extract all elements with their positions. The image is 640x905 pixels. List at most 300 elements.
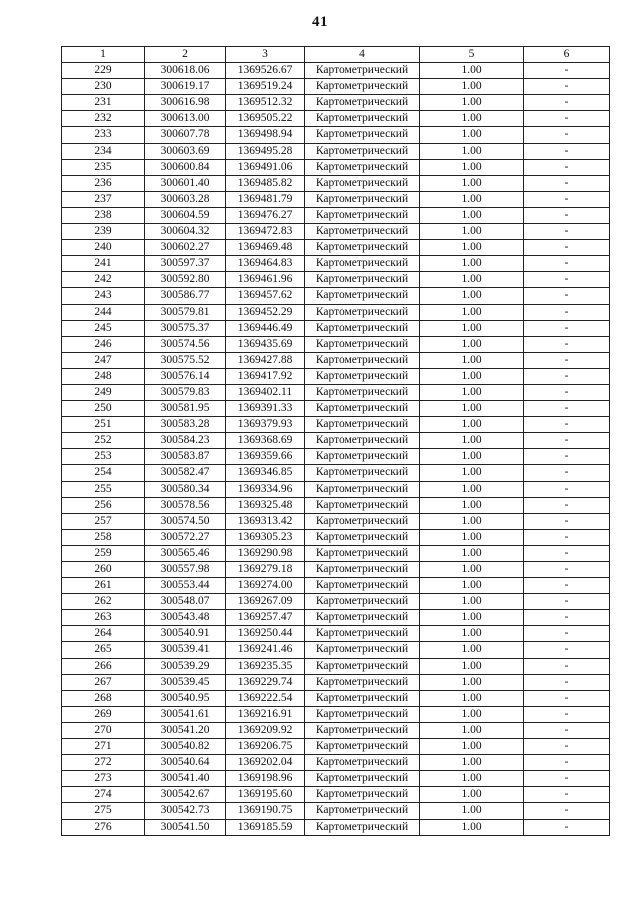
accuracy-cell: 1.00 bbox=[420, 803, 524, 819]
x-coordinate-cell: 300539.41 bbox=[145, 642, 226, 658]
table-row bbox=[62, 497, 610, 513]
accuracy-cell: 1.00 bbox=[420, 658, 524, 674]
point-number-cell: 269 bbox=[62, 706, 145, 722]
y-coordinate-cell: 1369229.74 bbox=[226, 674, 305, 690]
y-coordinate-cell: 1369279.18 bbox=[226, 562, 305, 578]
point-number-cell: 236 bbox=[62, 175, 145, 191]
x-coordinate-cell: 300579.81 bbox=[145, 304, 226, 320]
point-number-cell: 257 bbox=[62, 513, 145, 529]
point-number-cell: 263 bbox=[62, 610, 145, 626]
method-cell: Картометрический bbox=[305, 706, 420, 722]
x-coordinate-cell: 300616.98 bbox=[145, 95, 226, 111]
x-coordinate-cell: 300575.52 bbox=[145, 352, 226, 368]
accuracy-cell: 1.00 bbox=[420, 771, 524, 787]
method-cell: Картометрический bbox=[305, 658, 420, 674]
y-coordinate-cell: 1369190.75 bbox=[226, 803, 305, 819]
y-coordinate-cell: 1369274.00 bbox=[226, 578, 305, 594]
method-cell: Картометрический bbox=[305, 272, 420, 288]
x-coordinate-cell: 300539.45 bbox=[145, 674, 226, 690]
table-row bbox=[62, 288, 610, 304]
description-cell: - bbox=[524, 755, 610, 771]
method-cell: Картометрический bbox=[305, 626, 420, 642]
accuracy-cell: 1.00 bbox=[420, 384, 524, 400]
description-cell: - bbox=[524, 706, 610, 722]
y-coordinate-cell: 1369346.85 bbox=[226, 465, 305, 481]
x-coordinate-cell: 300541.61 bbox=[145, 706, 226, 722]
y-coordinate-cell: 1369195.60 bbox=[226, 787, 305, 803]
point-number-cell: 276 bbox=[62, 819, 145, 835]
method-cell: Картометрический bbox=[305, 642, 420, 658]
description-cell: - bbox=[524, 127, 610, 143]
accuracy-cell: 1.00 bbox=[420, 529, 524, 545]
point-number-cell: 252 bbox=[62, 433, 145, 449]
table-row bbox=[62, 272, 610, 288]
x-coordinate-cell: 300603.28 bbox=[145, 191, 226, 207]
point-number-cell: 233 bbox=[62, 127, 145, 143]
accuracy-cell: 1.00 bbox=[420, 755, 524, 771]
accuracy-cell: 1.00 bbox=[420, 674, 524, 690]
y-coordinate-cell: 1369491.06 bbox=[226, 159, 305, 175]
method-cell: Картометрический bbox=[305, 545, 420, 561]
point-number-cell: 271 bbox=[62, 739, 145, 755]
description-cell: - bbox=[524, 63, 610, 79]
table-row bbox=[62, 95, 610, 111]
column-header-3: 3 bbox=[226, 47, 305, 63]
accuracy-cell: 1.00 bbox=[420, 497, 524, 513]
description-cell: - bbox=[524, 95, 610, 111]
table-row bbox=[62, 417, 610, 433]
description-cell: - bbox=[524, 722, 610, 738]
column-header-6: 6 bbox=[524, 47, 610, 63]
description-cell: - bbox=[524, 658, 610, 674]
method-cell: Картометрический bbox=[305, 240, 420, 256]
method-cell: Картометрический bbox=[305, 336, 420, 352]
table-row bbox=[62, 63, 610, 79]
point-number-cell: 240 bbox=[62, 240, 145, 256]
description-cell: - bbox=[524, 739, 610, 755]
table-row bbox=[62, 819, 610, 835]
point-number-cell: 254 bbox=[62, 465, 145, 481]
y-coordinate-cell: 1369313.42 bbox=[226, 513, 305, 529]
point-number-cell: 273 bbox=[62, 771, 145, 787]
accuracy-cell: 1.00 bbox=[420, 79, 524, 95]
method-cell: Картометрический bbox=[305, 529, 420, 545]
table-row bbox=[62, 690, 610, 706]
point-number-cell: 235 bbox=[62, 159, 145, 175]
table-header-row bbox=[62, 47, 610, 63]
y-coordinate-cell: 1369498.94 bbox=[226, 127, 305, 143]
y-coordinate-cell: 1369512.32 bbox=[226, 95, 305, 111]
table-row bbox=[62, 159, 610, 175]
method-cell: Картометрический bbox=[305, 739, 420, 755]
x-coordinate-cell: 300582.47 bbox=[145, 465, 226, 481]
y-coordinate-cell: 1369325.48 bbox=[226, 497, 305, 513]
x-coordinate-cell: 300540.95 bbox=[145, 690, 226, 706]
description-cell: - bbox=[524, 578, 610, 594]
point-number-cell: 241 bbox=[62, 256, 145, 272]
y-coordinate-cell: 1369241.46 bbox=[226, 642, 305, 658]
description-cell: - bbox=[524, 481, 610, 497]
x-coordinate-cell: 300583.87 bbox=[145, 449, 226, 465]
method-cell: Картометрический bbox=[305, 465, 420, 481]
accuracy-cell: 1.00 bbox=[420, 224, 524, 240]
accuracy-cell: 1.00 bbox=[420, 159, 524, 175]
accuracy-cell: 1.00 bbox=[420, 722, 524, 738]
description-cell: - bbox=[524, 384, 610, 400]
y-coordinate-cell: 1369290.98 bbox=[226, 545, 305, 561]
point-number-cell: 275 bbox=[62, 803, 145, 819]
point-number-cell: 246 bbox=[62, 336, 145, 352]
accuracy-cell: 1.00 bbox=[420, 819, 524, 835]
method-cell: Картометрический bbox=[305, 755, 420, 771]
x-coordinate-cell: 300540.82 bbox=[145, 739, 226, 755]
y-coordinate-cell: 1369464.83 bbox=[226, 256, 305, 272]
method-cell: Картометрический bbox=[305, 594, 420, 610]
description-cell: - bbox=[524, 175, 610, 191]
y-coordinate-cell: 1369457.62 bbox=[226, 288, 305, 304]
x-coordinate-cell: 300574.50 bbox=[145, 513, 226, 529]
method-cell: Картометрический bbox=[305, 449, 420, 465]
accuracy-cell: 1.00 bbox=[420, 304, 524, 320]
column-header-2: 2 bbox=[145, 47, 226, 63]
x-coordinate-cell: 300548.07 bbox=[145, 594, 226, 610]
method-cell: Картометрический bbox=[305, 288, 420, 304]
accuracy-cell: 1.00 bbox=[420, 336, 524, 352]
table-row bbox=[62, 368, 610, 384]
description-cell: - bbox=[524, 562, 610, 578]
table-row bbox=[62, 320, 610, 336]
x-coordinate-cell: 300603.69 bbox=[145, 143, 226, 159]
description-cell: - bbox=[524, 79, 610, 95]
method-cell: Картометрический bbox=[305, 79, 420, 95]
x-coordinate-cell: 300604.32 bbox=[145, 224, 226, 240]
point-number-cell: 266 bbox=[62, 658, 145, 674]
accuracy-cell: 1.00 bbox=[420, 352, 524, 368]
table-row bbox=[62, 127, 610, 143]
method-cell: Картометрический bbox=[305, 384, 420, 400]
y-coordinate-cell: 1369202.04 bbox=[226, 755, 305, 771]
y-coordinate-cell: 1369481.79 bbox=[226, 191, 305, 207]
accuracy-cell: 1.00 bbox=[420, 95, 524, 111]
y-coordinate-cell: 1369476.27 bbox=[226, 207, 305, 223]
point-number-cell: 247 bbox=[62, 352, 145, 368]
table-row bbox=[62, 722, 610, 738]
description-cell: - bbox=[524, 256, 610, 272]
point-number-cell: 244 bbox=[62, 304, 145, 320]
accuracy-cell: 1.00 bbox=[420, 578, 524, 594]
table-row bbox=[62, 207, 610, 223]
y-coordinate-cell: 1369519.24 bbox=[226, 79, 305, 95]
y-coordinate-cell: 1369417.92 bbox=[226, 368, 305, 384]
table-row bbox=[62, 401, 610, 417]
table-row bbox=[62, 191, 610, 207]
table-row bbox=[62, 143, 610, 159]
method-cell: Картометрический bbox=[305, 401, 420, 417]
x-coordinate-cell: 300576.14 bbox=[145, 368, 226, 384]
description-cell: - bbox=[524, 272, 610, 288]
description-cell: - bbox=[524, 449, 610, 465]
accuracy-cell: 1.00 bbox=[420, 417, 524, 433]
table-row bbox=[62, 594, 610, 610]
table-row bbox=[62, 626, 610, 642]
point-number-cell: 238 bbox=[62, 207, 145, 223]
y-coordinate-cell: 1369185.59 bbox=[226, 819, 305, 835]
method-cell: Картометрический bbox=[305, 690, 420, 706]
description-cell: - bbox=[524, 320, 610, 336]
page-number: 41 bbox=[312, 14, 328, 30]
accuracy-cell: 1.00 bbox=[420, 449, 524, 465]
table-row bbox=[62, 787, 610, 803]
description-cell: - bbox=[524, 191, 610, 207]
point-number-cell: 234 bbox=[62, 143, 145, 159]
table-row bbox=[62, 465, 610, 481]
x-coordinate-cell: 300619.17 bbox=[145, 79, 226, 95]
table-row bbox=[62, 175, 610, 191]
point-number-cell: 272 bbox=[62, 755, 145, 771]
x-coordinate-cell: 300583.28 bbox=[145, 417, 226, 433]
accuracy-cell: 1.00 bbox=[420, 63, 524, 79]
point-number-cell: 232 bbox=[62, 111, 145, 127]
x-coordinate-cell: 300586.77 bbox=[145, 288, 226, 304]
x-coordinate-cell: 300539.29 bbox=[145, 658, 226, 674]
x-coordinate-cell: 300578.56 bbox=[145, 497, 226, 513]
method-cell: Картометрический bbox=[305, 320, 420, 336]
y-coordinate-cell: 1369267.09 bbox=[226, 594, 305, 610]
y-coordinate-cell: 1369379.93 bbox=[226, 417, 305, 433]
method-cell: Картометрический bbox=[305, 143, 420, 159]
point-number-cell: 265 bbox=[62, 642, 145, 658]
table-row bbox=[62, 433, 610, 449]
table-row bbox=[62, 545, 610, 561]
y-coordinate-cell: 1369469.48 bbox=[226, 240, 305, 256]
x-coordinate-cell: 300597.37 bbox=[145, 256, 226, 272]
y-coordinate-cell: 1369216.91 bbox=[226, 706, 305, 722]
y-coordinate-cell: 1369250.44 bbox=[226, 626, 305, 642]
table-row bbox=[62, 674, 610, 690]
table-row bbox=[62, 79, 610, 95]
description-cell: - bbox=[524, 642, 610, 658]
y-coordinate-cell: 1369206.75 bbox=[226, 739, 305, 755]
y-coordinate-cell: 1369305.23 bbox=[226, 529, 305, 545]
table-row bbox=[62, 240, 610, 256]
y-coordinate-cell: 1369505.22 bbox=[226, 111, 305, 127]
point-number-cell: 230 bbox=[62, 79, 145, 95]
table-row bbox=[62, 224, 610, 240]
description-cell: - bbox=[524, 240, 610, 256]
y-coordinate-cell: 1369461.96 bbox=[226, 272, 305, 288]
x-coordinate-cell: 300575.37 bbox=[145, 320, 226, 336]
y-coordinate-cell: 1369485.82 bbox=[226, 175, 305, 191]
table-row bbox=[62, 111, 610, 127]
x-coordinate-cell: 300613.00 bbox=[145, 111, 226, 127]
point-number-cell: 249 bbox=[62, 384, 145, 400]
method-cell: Картометрический bbox=[305, 368, 420, 384]
accuracy-cell: 1.00 bbox=[420, 127, 524, 143]
x-coordinate-cell: 300584.23 bbox=[145, 433, 226, 449]
accuracy-cell: 1.00 bbox=[420, 594, 524, 610]
point-number-cell: 239 bbox=[62, 224, 145, 240]
x-coordinate-cell: 300580.34 bbox=[145, 481, 226, 497]
method-cell: Картометрический bbox=[305, 610, 420, 626]
accuracy-cell: 1.00 bbox=[420, 433, 524, 449]
accuracy-cell: 1.00 bbox=[420, 368, 524, 384]
y-coordinate-cell: 1369391.33 bbox=[226, 401, 305, 417]
x-coordinate-cell: 300581.95 bbox=[145, 401, 226, 417]
method-cell: Картометрический bbox=[305, 497, 420, 513]
x-coordinate-cell: 300618.06 bbox=[145, 63, 226, 79]
table-body bbox=[62, 63, 610, 836]
description-cell: - bbox=[524, 224, 610, 240]
description-cell: - bbox=[524, 787, 610, 803]
point-number-cell: 255 bbox=[62, 481, 145, 497]
column-header-1: 1 bbox=[62, 47, 145, 63]
x-coordinate-cell: 300543.48 bbox=[145, 610, 226, 626]
point-number-cell: 268 bbox=[62, 690, 145, 706]
x-coordinate-cell: 300540.91 bbox=[145, 626, 226, 642]
column-header-5: 5 bbox=[420, 47, 524, 63]
column-header-4: 4 bbox=[305, 47, 420, 63]
table-row bbox=[62, 610, 610, 626]
accuracy-cell: 1.00 bbox=[420, 288, 524, 304]
accuracy-cell: 1.00 bbox=[420, 272, 524, 288]
y-coordinate-cell: 1369198.96 bbox=[226, 771, 305, 787]
method-cell: Картометрический bbox=[305, 674, 420, 690]
accuracy-cell: 1.00 bbox=[420, 240, 524, 256]
x-coordinate-cell: 300541.40 bbox=[145, 771, 226, 787]
method-cell: Картометрический bbox=[305, 207, 420, 223]
accuracy-cell: 1.00 bbox=[420, 739, 524, 755]
description-cell: - bbox=[524, 674, 610, 690]
method-cell: Картометрический bbox=[305, 224, 420, 240]
x-coordinate-cell: 300607.78 bbox=[145, 127, 226, 143]
accuracy-cell: 1.00 bbox=[420, 642, 524, 658]
description-cell: - bbox=[524, 304, 610, 320]
table-row bbox=[62, 562, 610, 578]
point-number-cell: 251 bbox=[62, 417, 145, 433]
point-number-cell: 259 bbox=[62, 545, 145, 561]
description-cell: - bbox=[524, 417, 610, 433]
table-row bbox=[62, 513, 610, 529]
method-cell: Картометрический bbox=[305, 578, 420, 594]
description-cell: - bbox=[524, 401, 610, 417]
method-cell: Картометрический bbox=[305, 562, 420, 578]
method-cell: Картометрический bbox=[305, 304, 420, 320]
description-cell: - bbox=[524, 529, 610, 545]
method-cell: Картометрический bbox=[305, 159, 420, 175]
y-coordinate-cell: 1369402.11 bbox=[226, 384, 305, 400]
description-cell: - bbox=[524, 433, 610, 449]
table-row bbox=[62, 449, 610, 465]
method-cell: Картометрический bbox=[305, 803, 420, 819]
method-cell: Картометрический bbox=[305, 256, 420, 272]
y-coordinate-cell: 1369222.54 bbox=[226, 690, 305, 706]
y-coordinate-cell: 1369526.67 bbox=[226, 63, 305, 79]
x-coordinate-cell: 300540.64 bbox=[145, 755, 226, 771]
point-number-cell: 274 bbox=[62, 787, 145, 803]
description-cell: - bbox=[524, 545, 610, 561]
table-row bbox=[62, 755, 610, 771]
method-cell: Картометрический bbox=[305, 63, 420, 79]
accuracy-cell: 1.00 bbox=[420, 320, 524, 336]
point-number-cell: 262 bbox=[62, 594, 145, 610]
y-coordinate-cell: 1369368.69 bbox=[226, 433, 305, 449]
accuracy-cell: 1.00 bbox=[420, 207, 524, 223]
table-row bbox=[62, 336, 610, 352]
description-cell: - bbox=[524, 336, 610, 352]
description-cell: - bbox=[524, 626, 610, 642]
table-row bbox=[62, 642, 610, 658]
point-number-cell: 261 bbox=[62, 578, 145, 594]
accuracy-cell: 1.00 bbox=[420, 610, 524, 626]
table-row bbox=[62, 352, 610, 368]
point-number-cell: 253 bbox=[62, 449, 145, 465]
accuracy-cell: 1.00 bbox=[420, 465, 524, 481]
method-cell: Картометрический bbox=[305, 191, 420, 207]
description-cell: - bbox=[524, 819, 610, 835]
description-cell: - bbox=[524, 465, 610, 481]
description-cell: - bbox=[524, 288, 610, 304]
y-coordinate-cell: 1369435.69 bbox=[226, 336, 305, 352]
table-row bbox=[62, 481, 610, 497]
x-coordinate-cell: 300572.27 bbox=[145, 529, 226, 545]
accuracy-cell: 1.00 bbox=[420, 191, 524, 207]
point-number-cell: 264 bbox=[62, 626, 145, 642]
method-cell: Картометрический bbox=[305, 433, 420, 449]
table-row bbox=[62, 771, 610, 787]
y-coordinate-cell: 1369334.96 bbox=[226, 481, 305, 497]
accuracy-cell: 1.00 bbox=[420, 787, 524, 803]
method-cell: Картометрический bbox=[305, 819, 420, 835]
x-coordinate-cell: 300553.44 bbox=[145, 578, 226, 594]
accuracy-cell: 1.00 bbox=[420, 256, 524, 272]
point-number-cell: 229 bbox=[62, 63, 145, 79]
x-coordinate-cell: 300542.73 bbox=[145, 803, 226, 819]
method-cell: Картометрический bbox=[305, 111, 420, 127]
y-coordinate-cell: 1369446.49 bbox=[226, 320, 305, 336]
accuracy-cell: 1.00 bbox=[420, 481, 524, 497]
accuracy-cell: 1.00 bbox=[420, 143, 524, 159]
table-row bbox=[62, 803, 610, 819]
point-number-cell: 270 bbox=[62, 722, 145, 738]
table-row bbox=[62, 578, 610, 594]
y-coordinate-cell: 1369209.92 bbox=[226, 722, 305, 738]
description-cell: - bbox=[524, 610, 610, 626]
description-cell: - bbox=[524, 368, 610, 384]
table-row bbox=[62, 384, 610, 400]
point-number-cell: 258 bbox=[62, 529, 145, 545]
point-number-cell: 231 bbox=[62, 95, 145, 111]
x-coordinate-cell: 300579.83 bbox=[145, 384, 226, 400]
x-coordinate-cell: 300604.59 bbox=[145, 207, 226, 223]
point-number-cell: 243 bbox=[62, 288, 145, 304]
y-coordinate-cell: 1369495.28 bbox=[226, 143, 305, 159]
method-cell: Картометрический bbox=[305, 127, 420, 143]
y-coordinate-cell: 1369427.88 bbox=[226, 352, 305, 368]
method-cell: Картометрический bbox=[305, 722, 420, 738]
description-cell: - bbox=[524, 352, 610, 368]
accuracy-cell: 1.00 bbox=[420, 175, 524, 191]
description-cell: - bbox=[524, 690, 610, 706]
point-number-cell: 260 bbox=[62, 562, 145, 578]
accuracy-cell: 1.00 bbox=[420, 706, 524, 722]
accuracy-cell: 1.00 bbox=[420, 513, 524, 529]
point-number-cell: 250 bbox=[62, 401, 145, 417]
point-number-cell: 237 bbox=[62, 191, 145, 207]
x-coordinate-cell: 300565.46 bbox=[145, 545, 226, 561]
x-coordinate-cell: 300557.98 bbox=[145, 562, 226, 578]
description-cell: - bbox=[524, 143, 610, 159]
description-cell: - bbox=[524, 497, 610, 513]
